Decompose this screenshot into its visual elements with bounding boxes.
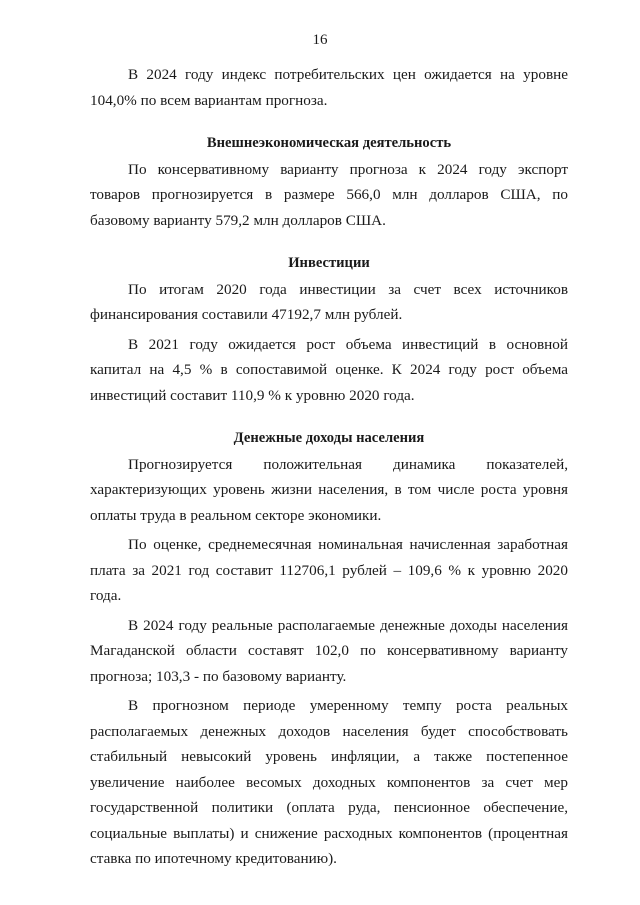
- heading-foreign-trade: Внешнеэкономическая деятельность: [206, 135, 452, 151]
- page-number: 16: [312, 32, 328, 48]
- paragraph-income-dynamics: Прогнозируется положительная динамика показателей, характеризующих уровень жизни населения, в том числе роста уровня оплаты труда в реальном секторе экономики.: [90, 455, 568, 524]
- heading-investments: Инвестиции: [288, 255, 370, 271]
- paragraph-real-income: В 2024 году реальные располагаемые денежные доходы населения Магаданской области составят 102,0 по консервативному варианту прогноза; 103,3 - по базовому варианту.: [90, 616, 568, 685]
- paragraph-export: По консервативному варианту прогноза к 2024 году экспорт товаров прогнозируется в размере 566,0 млн долларов США, по базовому варианту 579,2 млн долларов США.: [90, 160, 568, 229]
- heading-income: Денежные доходы населения: [233, 430, 425, 446]
- paragraph-forecast-period: В прогнозном периоде умеренному темпу роста реальных располагаемых денежных доходов населения будет способствовать стабильный невысокий уровень инфляции, а также постепенное увеличение наиболее весомых доходных компонентов за счет мер государственной политики (оплата руда, пенсионное обеспечение, социальные выплаты) и снижение расходных компонентов (процентная ставка по ипотечному кредитованию).: [90, 697, 568, 867]
- paragraph-investments-2021: В 2021 году ожидается рост объема инвестиций в основной капитал на 4,5 % в сопоставимой оценке. К 2024 году рост объема инвестиций составит 110,9 % к уровню 2020 года.: [90, 335, 568, 404]
- document-body: [90, 62, 568, 872]
- paragraph-cpi: В 2024 году индекс потребительских цен ожидается на уровне 104,0% по всем вариантам прогноза.: [90, 66, 568, 109]
- paragraph-salary: По оценке, среднемесячная номинальная начисленная заработная плата за 2021 год составит 112706,1 рублей – 109,6 % к уровню 2020 года.: [90, 536, 568, 604]
- paragraph-investments-2020: По итогам 2020 года инвестиции за счет всех источников финансирования составили 47192,7 млн рублей.: [90, 280, 568, 323]
